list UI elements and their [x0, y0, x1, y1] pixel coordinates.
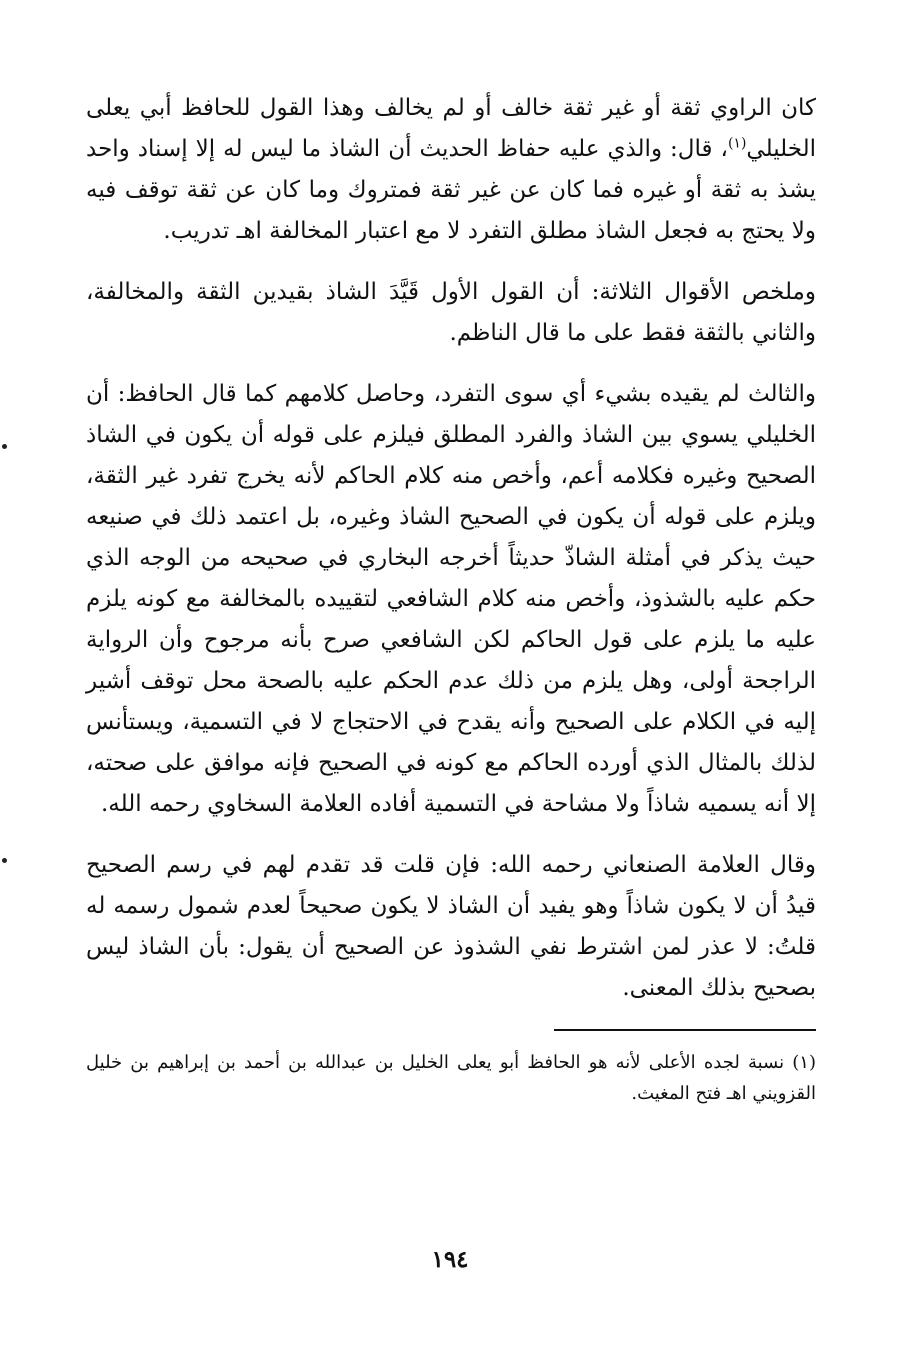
paragraph-1	[86, 88, 816, 252]
paragraph-2: وملخص الأقوال الثلاثة: أن القول الأول قَيَّدَ الشاذ بقيدين الثقة والمخالفة، والثاني بالثقة فقط على ما قال الناظم.	[86, 279, 816, 346]
footnote-text: (١) نسبة لجده الأعلى لأنه هو الحافظ أبو يعلى الخليل بن عبدالله بن أحمد بن إبراهيم بن خليل القزويني اهـ فتح المغيث.	[86, 1052, 816, 1104]
scan-speck	[2, 858, 7, 863]
page-body	[86, 88, 816, 1109]
paragraph-1-text-end: ، قال: والذي عليه حفاظ الحديث أن الشاذ ما ليس له إلا إسناد واحد يشذ به ثقة أو غيره فما كان عن غير ثقة فمتروك وما كان عن ثقة توقف فيه ولا يحتج به فجعل الشاذ مطلق التفرد لا مع اعتبار المخالفة اهـ تدريب.	[86, 136, 816, 244]
paragraph-3: والثالث لم يقيده بشيء أي سوى التفرد، وحاصل كلامهم كما قال الحافظ: أن الخليلي يسوي بين الشاذ والفرد المطلق فيلزم على قوله أن يكون في الشاذ الصحيح وغيره فكلامه أعم، وأخص منه كلام الحاكم لأنه يخرج تفرد غير الثقة، ويلزم على قوله أن يكون في الصحيح الشاذ وغيره، بل اعتمد ذلك في صنيعه حيث يذكر في أمثلة الشاذّ حديثاً أخرجه البخاري في صحيحه من الوجه الذي حكم عليه بالشذوذ، وأخص منه كلام الشافعي لتقييده بالمخالفة مع كونه يلزم عليه ما يلزم على قول الحاكم لكن الشافعي صرح بأنه مرجوح وأن الرواية الراجحة أولى، وهل يلزم من ذلك عدم الحكم عليه بالصحة محل توقف أشير إليه في الكلام على الصحيح وأنه يقدح في الاحتجاج لا في التسمية، ويستأنس لذلك بالمثال الذي أورده الحاكم مع كونه في الصحيح فإنه موافق على صحته، إلا أنه يسميه شاذاً ولا مشاحة في التسمية أفاده العلامة السخاوي رحمه الله.	[86, 381, 816, 817]
paragraph-4: وقال العلامة الصنعاني رحمه الله: فإن قلت قد تقدم لهم في رسم الصحيح قيدُ أن لا يكون شاذاً وهو يفيد أن الشاذ لا يكون صحيحاً لعدم شمول رسمه له قلتُ: لا عذر لمن اشترط نفي الشذوذ عن الصحيح أن يقول: بأن الشاذ ليس بصحيح بذلك المعنى.	[86, 852, 817, 1001]
scan-speck	[2, 444, 7, 449]
footnote-reference[interactable]: (١)	[727, 135, 747, 152]
paragraph-1-text-start: كان الراوي ثقة أو غير ثقة خالف أو لم يخالف وهذا القول للحافظ أبي يعلى الخليلي	[86, 95, 816, 162]
footnote-divider	[554, 1029, 816, 1031]
page-number: ١٩٤	[431, 1246, 469, 1273]
